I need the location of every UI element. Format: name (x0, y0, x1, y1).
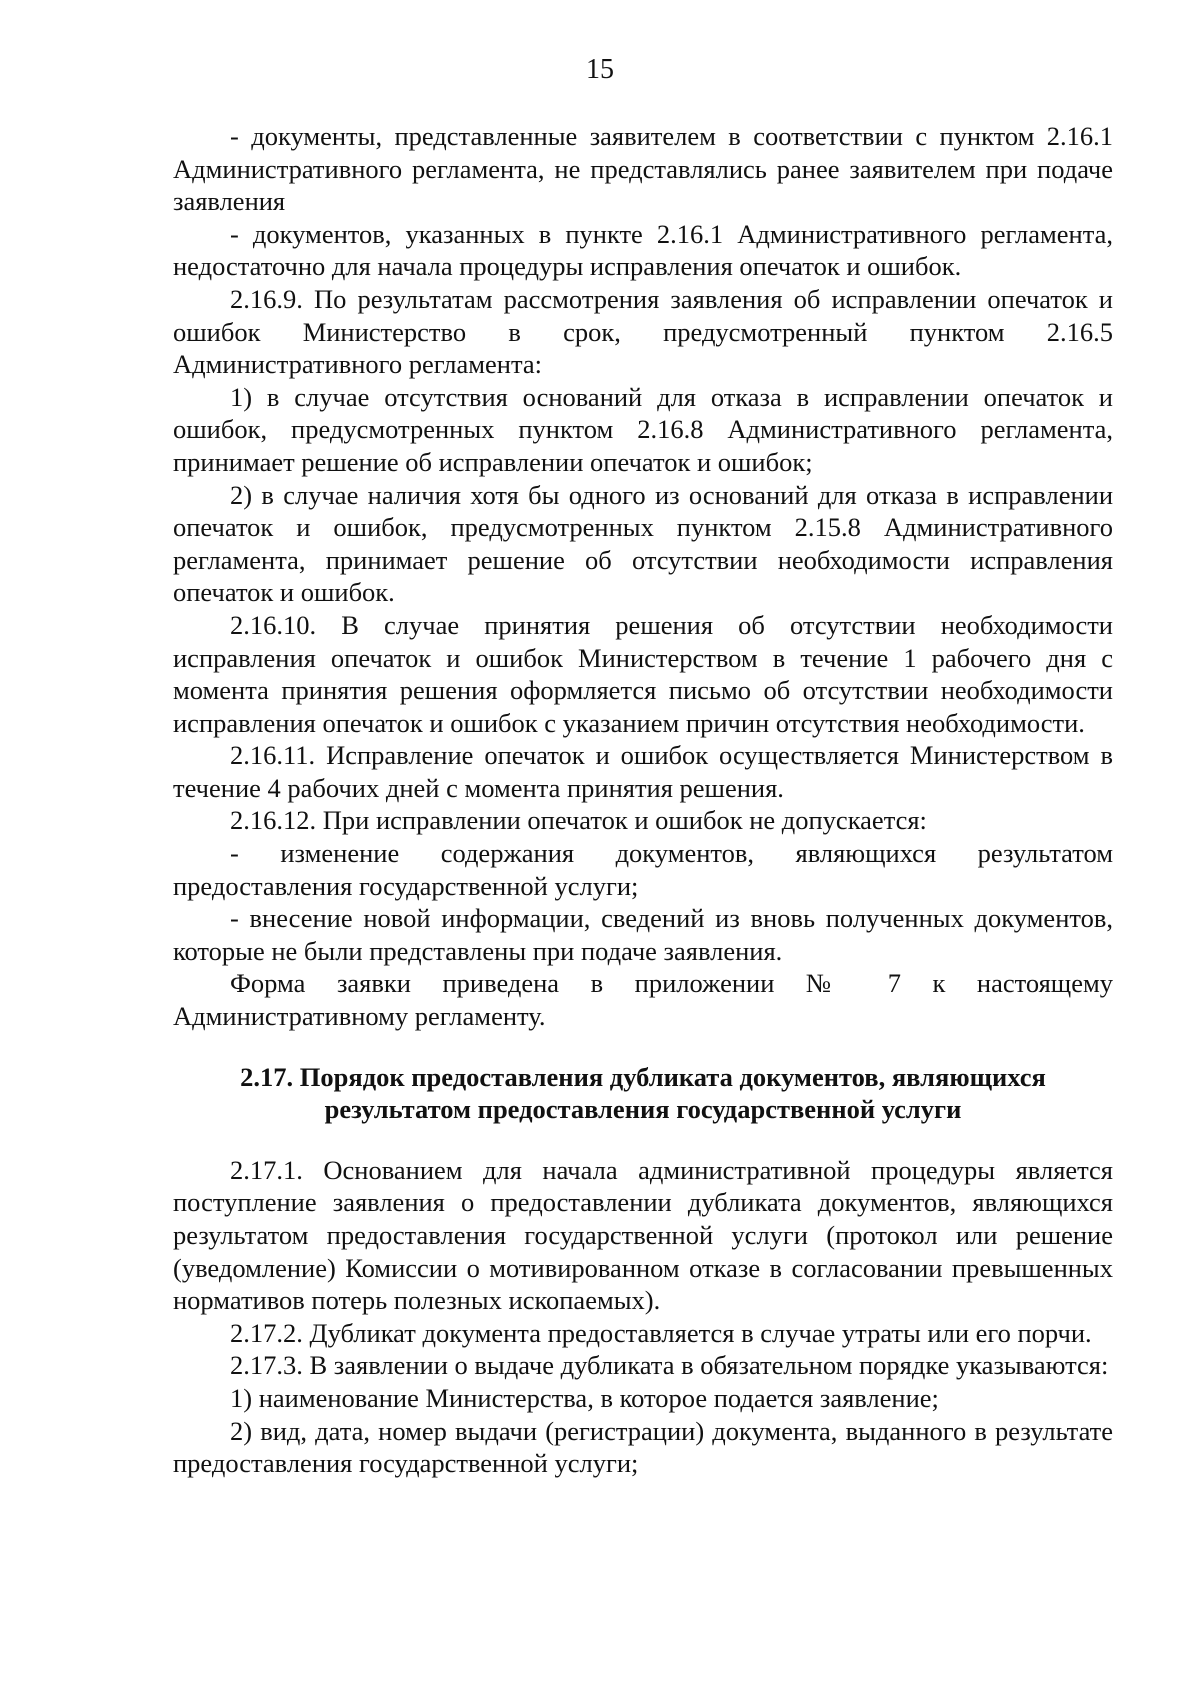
paragraph: 2) в случае наличия хотя бы одного из оснований для отказа в исправлении опечаток и ошибок, предусмотренных пунктом 2.15.8 Административного регламента, принимает решение об отсутствии необходимости исправления опечаток и ошибок. (173, 479, 1113, 608)
paragraph: - документов, указанных в пункте 2.16.1 Административного регламента, недостаточно для начала процедуры исправления опечаток и ошибок. (173, 218, 1113, 282)
document-body (173, 120, 1113, 1480)
paragraph: 2.16.9. По результатам рассмотрения заявления об исправлении опечаток и ошибок Министерство в срок, предусмотренный пунктом 2.16.5 Административного регламента: (173, 283, 1113, 380)
page-number: 15 (586, 54, 614, 85)
paragraph: 2) вид, дата, номер выдачи (регистрации) документа, выданного в результате предоставления государственной услуги; (173, 1415, 1113, 1479)
paragraph: 2.16.11. Исправление опечаток и ошибок осуществляется Министерством в течение 4 рабочих дней с момента принятия решения. (173, 740, 1113, 803)
paragraph: 2.17.1. Основанием для начала административной процедуры является поступление заявления о предоставлении дубликата документов, являющихся результатом предоставления государственной услуги (протокол или решение (уведомление) Комиссии о мотивированном отказе в согласовании превышенных нормативов потерь полезных ископаемых). (173, 1154, 1113, 1316)
paragraph: - документы, представленные заявителем в соответствии с пунктом 2.16.1 Административного регламента, не представлялись ранее заявителем при подаче заявления (173, 121, 1113, 217)
paragraph: 2.16.10. В случае принятия решения об отсутствии необходимости исправления опечаток и ошибок Министерством в течение 1 рабочего дня с момента принятия решения оформляется письмо об отсутствии необходимости исправления опечаток и ошибок с указанием причин отсутствия необходимости. (173, 609, 1113, 738)
paragraph: 2.17.2. Дубликат документа предоставляется в случае утраты или его порчи. (230, 1317, 1092, 1348)
section-heading: 2.17. Порядок предоставления дубликата документов, являющихся результатом предоставления государственной услуги (240, 1061, 1046, 1125)
paragraph: - внесение новой информации, сведений из вновь полученных документов, которые не были представлены при подаче заявления. (173, 903, 1113, 966)
paragraph: 1) наименование Министерства, в которое подается заявление; (230, 1382, 939, 1413)
paragraph: Форма заявки приведена в приложении № 7 к настоящему Административному регламенту. (173, 968, 1113, 1032)
paragraph: 1) в случае отсутствия оснований для отказа в исправлении опечаток и ошибок, предусмотренных пунктом 2.16.8 Административного регламента, принимает решение об исправлении опечаток и ошибок; (173, 381, 1113, 477)
paragraph: - изменение содержания документов, являющихся результатом предоставления государственной услуги; (173, 838, 1113, 901)
paragraph: 2.16.12. При исправлении опечаток и ошибок не допускается: (230, 805, 927, 836)
paragraph: 2.17.3. В заявлении о выдаче дубликата в обязательном порядке указываются: (230, 1350, 1109, 1381)
